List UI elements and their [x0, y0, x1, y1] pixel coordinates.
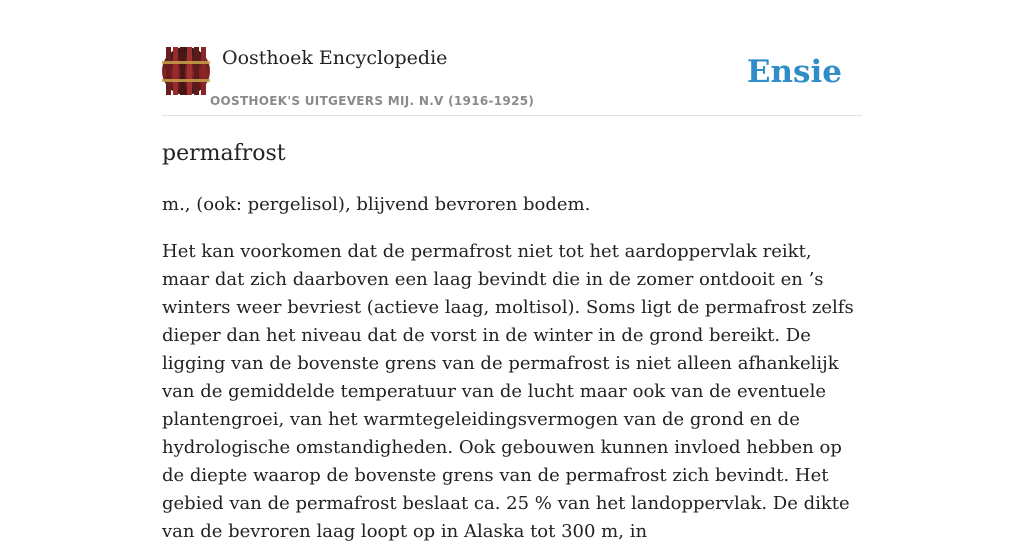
source-header	[162, 46, 862, 116]
header-divider	[162, 115, 862, 116]
bookshelf-avatar-icon[interactable]	[162, 47, 210, 95]
entry-content	[162, 138, 862, 546]
entry-body: Het kan voorkomen dat de permafrost niet tot het aardoppervlak reikt, maar dat zich daarboven een laag bevindt die in de zomer ontdooit en ’s winters weer bevriest (actieve laag, moltisol). Soms ligt de permafrost zelfs dieper dan het niveau dat de vorst in de winter in de grond bereikt. De ligging van de bovenste grens van de permafrost is niet alleen afhankelijk van de gemiddelde temperatuur van de lucht maar ook van de eventuele plantengroei, van het warmtegeleidingsvermogen van de grond en de hydrologische omstandigheden. Ook gebouwen kunnen invloed hebben op de diepte waarop de bovenste grens van de permafrost zich bevindt. Het gebied van de permafrost beslaat ca. 25 % van het landoppervlak. De dikte van de bevroren laag loopt op in Alaska tot 300 m, in	[162, 241, 854, 542]
entry-title: permafrost	[162, 141, 286, 166]
brand-logo-link[interactable]: Ensie	[746, 54, 842, 90]
source-subtitle: OOSTHOEK'S UITGEVERS MIJ. N.V (1916-1925)	[210, 94, 535, 108]
source-title-link[interactable]: Oosthoek Encyclopedie	[222, 47, 448, 69]
entry-definition: m., (ook: pergelisol), blijvend bevroren bodem.	[162, 194, 591, 215]
